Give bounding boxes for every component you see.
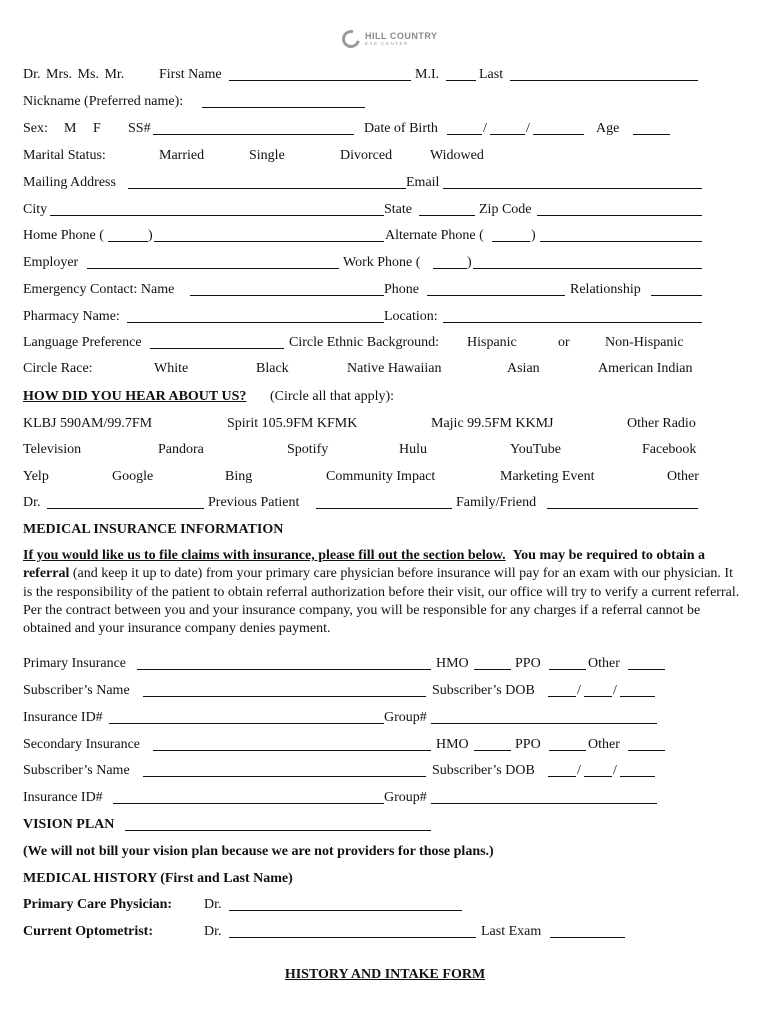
- dob-slash: /: [613, 683, 617, 698]
- city-label: City: [23, 202, 48, 217]
- dob-month-field[interactable]: [447, 120, 482, 135]
- alternate-phone-field[interactable]: [540, 227, 702, 242]
- hear-option[interactable]: Majic 99.5FM KKMJ: [431, 416, 554, 431]
- primary-insurance-label: Primary Insurance: [23, 656, 127, 671]
- vision-note: (We will not bill your vision plan because we are not providers for those plans.): [23, 844, 494, 859]
- hear-heading: HOW DID YOU HEAR ABOUT US?: [23, 389, 247, 404]
- insurance-instructions: If you would like us to file claims with insurance, please fill out the section below.: [23, 548, 506, 563]
- home-area-code-field[interactable]: [108, 227, 148, 242]
- dob-slash: /: [526, 121, 530, 136]
- primary-ppo-field[interactable]: [549, 655, 586, 670]
- title-options[interactable]: Dr. Mrs. Ms. Mr.: [23, 67, 125, 82]
- hear-option[interactable]: Bing: [225, 469, 253, 484]
- marital-widowed[interactable]: Widowed: [430, 148, 484, 163]
- hmo-label: HMO: [436, 656, 469, 671]
- home-phone-row: [0, 227, 770, 245]
- hear-option[interactable]: Spirit 105.9FM KFMK: [227, 416, 358, 431]
- ss-label: SS#: [128, 121, 151, 136]
- hear-note: (Circle all that apply):: [270, 389, 395, 404]
- race-label: Circle Race:: [23, 361, 93, 376]
- hear-option[interactable]: Television: [23, 442, 82, 457]
- last-name-field[interactable]: [510, 66, 698, 81]
- race-row: [0, 360, 770, 378]
- group-label: Group#: [384, 710, 427, 725]
- hear-row-3: [0, 468, 770, 486]
- secondary-other-field[interactable]: [628, 736, 665, 751]
- hear-option[interactable]: Google: [112, 469, 154, 484]
- hear-option[interactable]: Community Impact: [326, 469, 436, 484]
- insurance-id-label: Insurance ID#: [23, 710, 103, 725]
- referral-dr-field[interactable]: [47, 494, 204, 509]
- zip-field[interactable]: [537, 201, 702, 216]
- family-friend-label: Family/Friend: [456, 495, 537, 510]
- insurance-id-field-2[interactable]: [113, 789, 384, 804]
- subscriber-dob-year[interactable]: [620, 682, 655, 697]
- subscriber-dob-year-2[interactable]: [620, 762, 655, 777]
- sex-m-option[interactable]: M: [64, 121, 77, 136]
- hear-heading-row: [0, 388, 770, 406]
- subscriber-row-1: [0, 682, 770, 700]
- hear-option[interactable]: Hulu: [399, 442, 427, 457]
- vision-plan-row: [0, 816, 770, 834]
- hear-option[interactable]: Spotify: [287, 442, 329, 457]
- email-label: Email: [406, 175, 440, 190]
- hear-option[interactable]: Other: [667, 469, 699, 484]
- mi-field[interactable]: [446, 66, 476, 81]
- hear-option[interactable]: Facebook: [642, 442, 697, 457]
- hear-row-2: [0, 441, 770, 459]
- nickname-row: [0, 93, 770, 111]
- referral-row: [0, 494, 770, 512]
- ethnic-non-hispanic[interactable]: Non-Hispanic: [605, 335, 684, 350]
- hear-option[interactable]: Yelp: [23, 469, 49, 484]
- paren: ): [531, 228, 536, 243]
- group-field-2[interactable]: [431, 789, 657, 804]
- optometrist-dr-label: Dr.: [204, 924, 222, 939]
- ethnic-label: Circle Ethnic Background:: [289, 335, 440, 350]
- insurance-heading-row: [0, 521, 770, 539]
- logo-name: HILL COUNTRY: [365, 30, 438, 41]
- ppo-label: PPO: [515, 656, 541, 671]
- name-row: [0, 66, 770, 84]
- emergency-phone-field[interactable]: [427, 281, 565, 296]
- marital-single[interactable]: Single: [249, 148, 285, 163]
- primary-hmo-field[interactable]: [474, 655, 511, 670]
- subscriber-name-field[interactable]: [143, 682, 426, 697]
- relationship-label: Relationship: [570, 282, 641, 297]
- paren: ): [148, 228, 153, 243]
- subscriber-dob-day-2[interactable]: [584, 762, 612, 777]
- subscriber-row-2: [0, 762, 770, 780]
- last-exam-label: Last Exam: [481, 924, 542, 939]
- dob-year-field[interactable]: [533, 120, 584, 135]
- dob-slash: /: [577, 763, 581, 778]
- race-white[interactable]: White: [154, 361, 189, 376]
- alternate-phone-label: Alternate Phone (: [385, 228, 484, 243]
- ppo-label: PPO: [515, 737, 541, 752]
- pharmacy-label: Pharmacy Name:: [23, 309, 120, 324]
- secondary-hmo-field[interactable]: [474, 736, 511, 751]
- subscriber-dob-label: Subscriber’s DOB: [432, 763, 535, 778]
- first-name-field[interactable]: [229, 66, 411, 81]
- referral-details: (and keep it up to date) from your primary care physician before insurance will pay for an exam with our physician. It is the responsibility of the patient to obtain referral authorization before their visit, our office will try to verify a current referral. Per the contract between you and your insurance company, you will be responsible for any charges if a referral cannot be obtained and your insurance company denies payment.: [23, 566, 740, 637]
- race-asian[interactable]: Asian: [507, 361, 540, 376]
- marital-row: [0, 147, 770, 165]
- family-friend-field[interactable]: [547, 494, 698, 509]
- ss-field[interactable]: [153, 120, 354, 135]
- ethnic-hispanic[interactable]: Hispanic: [467, 335, 517, 350]
- group-label: Group#: [384, 790, 427, 805]
- marital-divorced[interactable]: Divorced: [340, 148, 393, 163]
- history-heading: MEDICAL HISTORY (First and Last Name): [23, 871, 293, 886]
- work-phone-label: Work Phone (: [343, 255, 421, 270]
- age-field[interactable]: [633, 120, 670, 135]
- work-phone-field[interactable]: [473, 254, 702, 269]
- clinic-logo: [342, 30, 438, 48]
- subscriber-dob-day[interactable]: [584, 682, 612, 697]
- relationship-field[interactable]: [651, 281, 702, 296]
- subscriber-dob-month[interactable]: [548, 682, 576, 697]
- pcp-label: Primary Care Physician:: [23, 897, 173, 912]
- referral-requirement: You may be required to obtain a referral: [23, 548, 706, 582]
- optometrist-label: Current Optometrist:: [23, 924, 153, 939]
- age-label: Age: [596, 121, 620, 136]
- hear-option[interactable]: YouTube: [510, 442, 561, 457]
- secondary-insurance-field[interactable]: [153, 736, 431, 751]
- race-hawaiian[interactable]: Native Hawaiian: [347, 361, 442, 376]
- pcp-dr-label: Dr.: [204, 897, 222, 912]
- work-area-code-field[interactable]: [433, 254, 467, 269]
- marital-label: Marital Status:: [23, 148, 106, 163]
- subscriber-name-field-2[interactable]: [143, 762, 426, 777]
- language-row: [0, 334, 770, 352]
- race-black[interactable]: Black: [256, 361, 289, 376]
- secondary-ppo-field[interactable]: [549, 736, 586, 751]
- pcp-field[interactable]: [229, 896, 462, 911]
- referral-dr-label: Dr.: [23, 495, 41, 510]
- primary-other-field[interactable]: [628, 655, 665, 670]
- logo-tagline: EYE CENTER: [365, 40, 409, 46]
- other-label: Other: [588, 737, 620, 752]
- sex-label: Sex:: [23, 121, 48, 136]
- home-phone-field[interactable]: [154, 227, 384, 242]
- location-field[interactable]: [443, 308, 702, 323]
- history-heading-row: [0, 870, 770, 888]
- language-field[interactable]: [150, 334, 284, 349]
- mailing-row: [0, 174, 770, 192]
- hear-row-1: [0, 415, 770, 433]
- paren: ): [467, 255, 472, 270]
- emergency-phone-label: Phone: [384, 282, 419, 297]
- subscriber-name-label: Subscriber’s Name: [23, 683, 130, 698]
- other-label: Other: [588, 656, 620, 671]
- previous-patient-label: Previous Patient: [208, 495, 300, 510]
- hear-option[interactable]: KLBJ 590AM/99.7FM: [23, 416, 153, 431]
- marital-married[interactable]: Married: [159, 148, 205, 163]
- optometrist-row: [0, 923, 770, 941]
- secondary-insurance-label: Secondary Insurance: [23, 737, 141, 752]
- optometrist-field[interactable]: [229, 923, 476, 938]
- primary-insurance-row: [0, 655, 770, 673]
- pharmacy-field[interactable]: [127, 308, 384, 323]
- subscriber-name-label: Subscriber’s Name: [23, 763, 130, 778]
- state-field[interactable]: [419, 201, 475, 216]
- vision-plan-label: VISION PLAN: [23, 817, 115, 832]
- pharmacy-row: [0, 308, 770, 326]
- secondary-insurance-row: [0, 736, 770, 754]
- state-label: State: [384, 202, 412, 217]
- nickname-label: Nickname (Preferred name):: [23, 94, 184, 109]
- hear-option[interactable]: Other Radio: [627, 416, 696, 431]
- insurance-heading: MEDICAL INSURANCE INFORMATION: [23, 522, 284, 537]
- subscriber-dob-month-2[interactable]: [548, 762, 576, 777]
- sex-f-option[interactable]: F: [93, 121, 101, 136]
- last-name-label: Last: [479, 67, 504, 82]
- form-title: HISTORY AND INTAKE FORM: [284, 967, 486, 982]
- last-exam-field[interactable]: [550, 923, 625, 938]
- mailing-label: Mailing Address: [23, 175, 116, 190]
- insurance-id-label: Insurance ID#: [23, 790, 103, 805]
- primary-insurance-field[interactable]: [137, 655, 431, 670]
- city-row: [0, 201, 770, 219]
- hear-option[interactable]: Pandora: [158, 442, 204, 457]
- location-label: Location:: [384, 309, 438, 324]
- first-name-label: First Name: [159, 67, 222, 82]
- alternate-area-code-field[interactable]: [492, 227, 530, 242]
- race-american-indian[interactable]: American Indian: [598, 361, 693, 376]
- previous-patient-field[interactable]: [316, 494, 452, 509]
- home-phone-label: Home Phone (: [23, 228, 104, 243]
- dob-slash: /: [613, 763, 617, 778]
- sex-row: [0, 120, 770, 138]
- employer-row: [0, 254, 770, 272]
- pcp-row: [0, 896, 770, 914]
- employer-label: Employer: [23, 255, 79, 270]
- logo-circle-icon: [339, 27, 364, 52]
- email-field[interactable]: [443, 174, 702, 189]
- insurance-id-row-1: [0, 709, 770, 727]
- dob-label: Date of Birth: [364, 121, 438, 136]
- city-field[interactable]: [50, 201, 384, 216]
- dob-slash: /: [577, 683, 581, 698]
- group-field[interactable]: [431, 709, 657, 724]
- zip-label: Zip Code: [479, 202, 532, 217]
- employer-field[interactable]: [87, 254, 339, 269]
- insurance-id-row-2: [0, 789, 770, 807]
- mi-label: M.I.: [415, 67, 440, 82]
- emergency-row: [0, 281, 770, 299]
- vision-plan-field[interactable]: [125, 816, 431, 831]
- language-label: Language Preference: [23, 335, 142, 350]
- vision-note-row: [0, 843, 770, 861]
- nickname-field[interactable]: [202, 93, 365, 108]
- subscriber-dob-label: Subscriber’s DOB: [432, 683, 535, 698]
- ethnic-or: or: [558, 335, 570, 350]
- dob-slash: /: [483, 121, 487, 136]
- insurance-paragraph: [23, 547, 745, 638]
- emergency-name-field[interactable]: [190, 281, 384, 296]
- insurance-id-field[interactable]: [109, 709, 384, 724]
- emergency-label: Emergency Contact: Name: [23, 282, 175, 297]
- mailing-field[interactable]: [128, 174, 406, 189]
- hear-option[interactable]: Marketing Event: [500, 469, 595, 484]
- dob-day-field[interactable]: [490, 120, 525, 135]
- hmo-label: HMO: [436, 737, 469, 752]
